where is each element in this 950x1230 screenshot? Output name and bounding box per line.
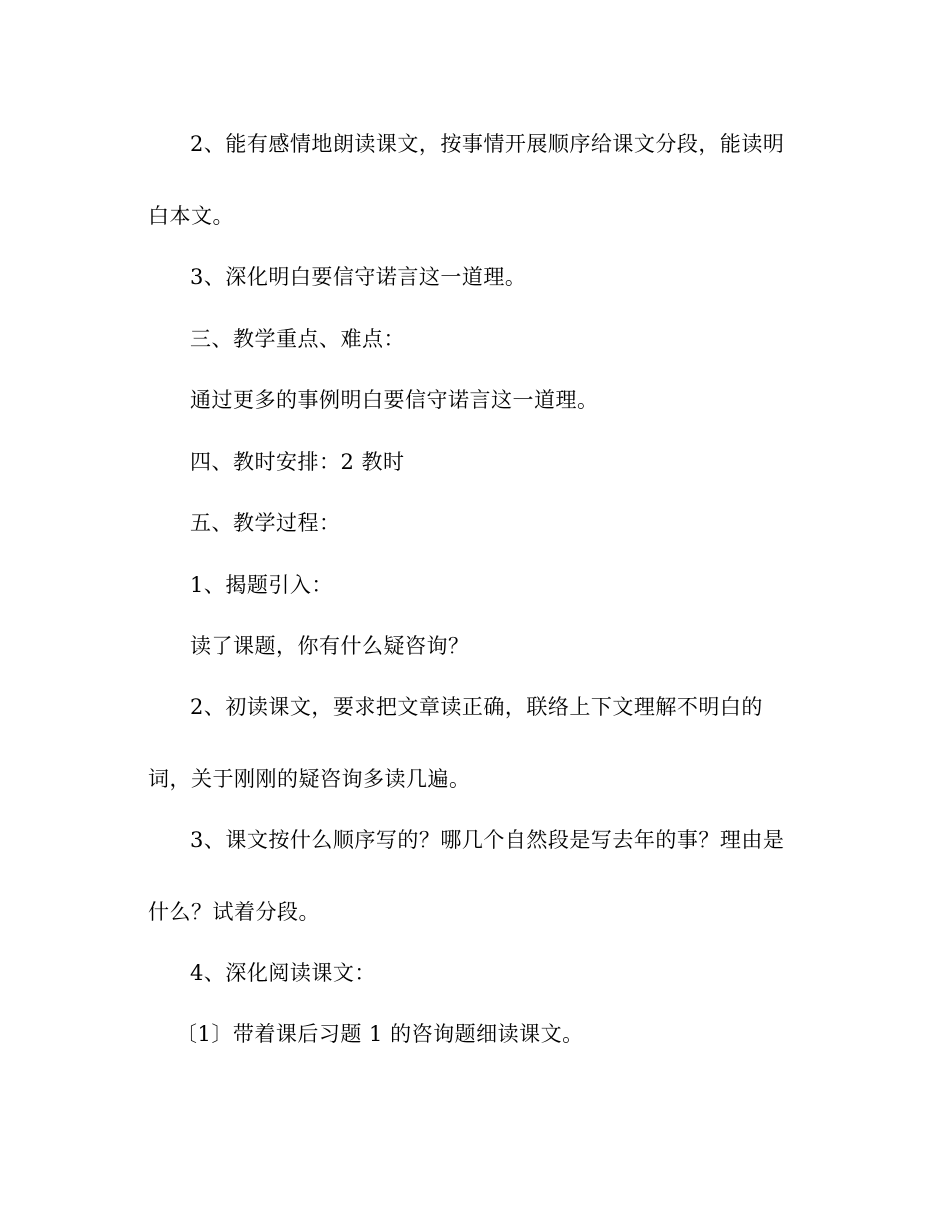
process-step-3-line-2: 什么？试着分段。 <box>148 900 320 924</box>
section-heading-key-points: 三、教学重点、难点： <box>190 327 405 351</box>
section-heading-process: 五、教学过程： <box>190 511 341 535</box>
process-step-3-line-1: 3、课文按什么顺序写的？哪几个自然段是写去年的事？理由是 <box>190 828 785 852</box>
process-step-1: 1、揭题引入： <box>190 573 333 597</box>
process-step-2-line-1: 2、初读课文，要求把文章读正确，联络上下文理解不明白的 <box>190 695 763 719</box>
process-step-4: 4、深化阅读课文： <box>190 961 376 985</box>
section-heading-schedule: 四、教时安排：2 教时 <box>190 450 405 474</box>
objective-3: 3、深化明白要信守诺言这一道理。 <box>190 265 527 289</box>
process-step-2-line-2: 词，关于刚刚的疑咨询多读几遍。 <box>148 767 471 791</box>
process-step-4-sub-1: 〔1〕带着课后习题 1 的咨询题细读课文。 <box>176 1022 584 1046</box>
objective-2-line-2: 白本文。 <box>148 204 234 228</box>
process-step-1-text: 读了课题，你有什么疑咨询？ <box>190 634 470 658</box>
key-points-text: 通过更多的事例明白要信守诺言这一道理。 <box>190 388 599 412</box>
objective-2-line-1: 2、能有感情地朗读课文，按事情开展顺序给课文分段，能读明 <box>190 132 785 156</box>
